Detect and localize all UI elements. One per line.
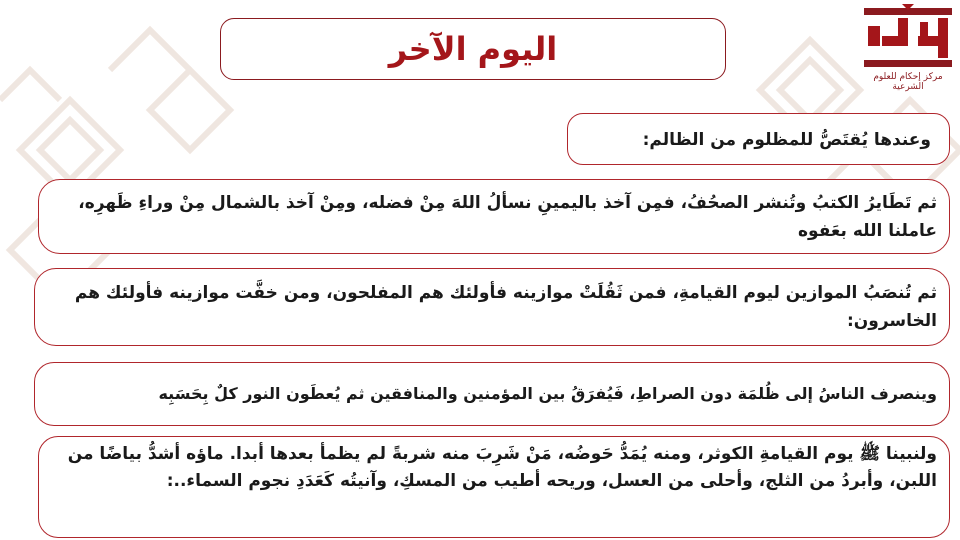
paragraph-box-3: ثم تُنصَبُ الموازين ليوم القيامةِ، فمن ثَقُلَتْ موازينه فأولئك هم المفلحون، ومن خفَّت موازينه فأولئك هم الخاسرون: <box>34 268 950 346</box>
logo-mark <box>858 4 958 72</box>
paragraph-box-2: ثم تَطَايرُ الكتبُ وتُنشر الصحُفُ، فمِن آخذ باليمينِ نسألُ اللهَ مِنْ فضله، ومِنْ آخذ بالشمال مِنْ وراءِ ظَهرِه، عاملنا الله بعَفوه <box>38 179 950 254</box>
title-box <box>220 18 726 80</box>
logo-subtitle: مركز إحكام للعلوم الشرعية <box>873 72 943 92</box>
paragraph-box-4: وينصرف الناسُ إلى ظُلمَة دون الصراطِ، فَيُفرَقُ بين المؤمنين والمنافقين ثم يُعطَون النور كلٌ بِحَسَبِه <box>34 362 950 426</box>
logo <box>858 4 958 94</box>
slide-title: اليوم الآخر <box>388 30 558 68</box>
paragraph-box-1: وعندها يُقتَصُّ للمظلوم من الظالم: <box>567 113 950 165</box>
paragraph-box-5: ولنبينا ﷺ يوم القيامةِ الكوثر، ومنه يُمَدُّ حَوضُه، مَنْ شَرِبَ منه شربةً لم يظمأ بعدها أبدا. ماؤه أشدُّ بياضًا من اللبن، وأبردُ من الثلج، وأحلى من العسل، وريحه أطيب من المسكِ، وآنيتُه كَعَدَدِ نجوم السماء..: <box>38 436 950 538</box>
